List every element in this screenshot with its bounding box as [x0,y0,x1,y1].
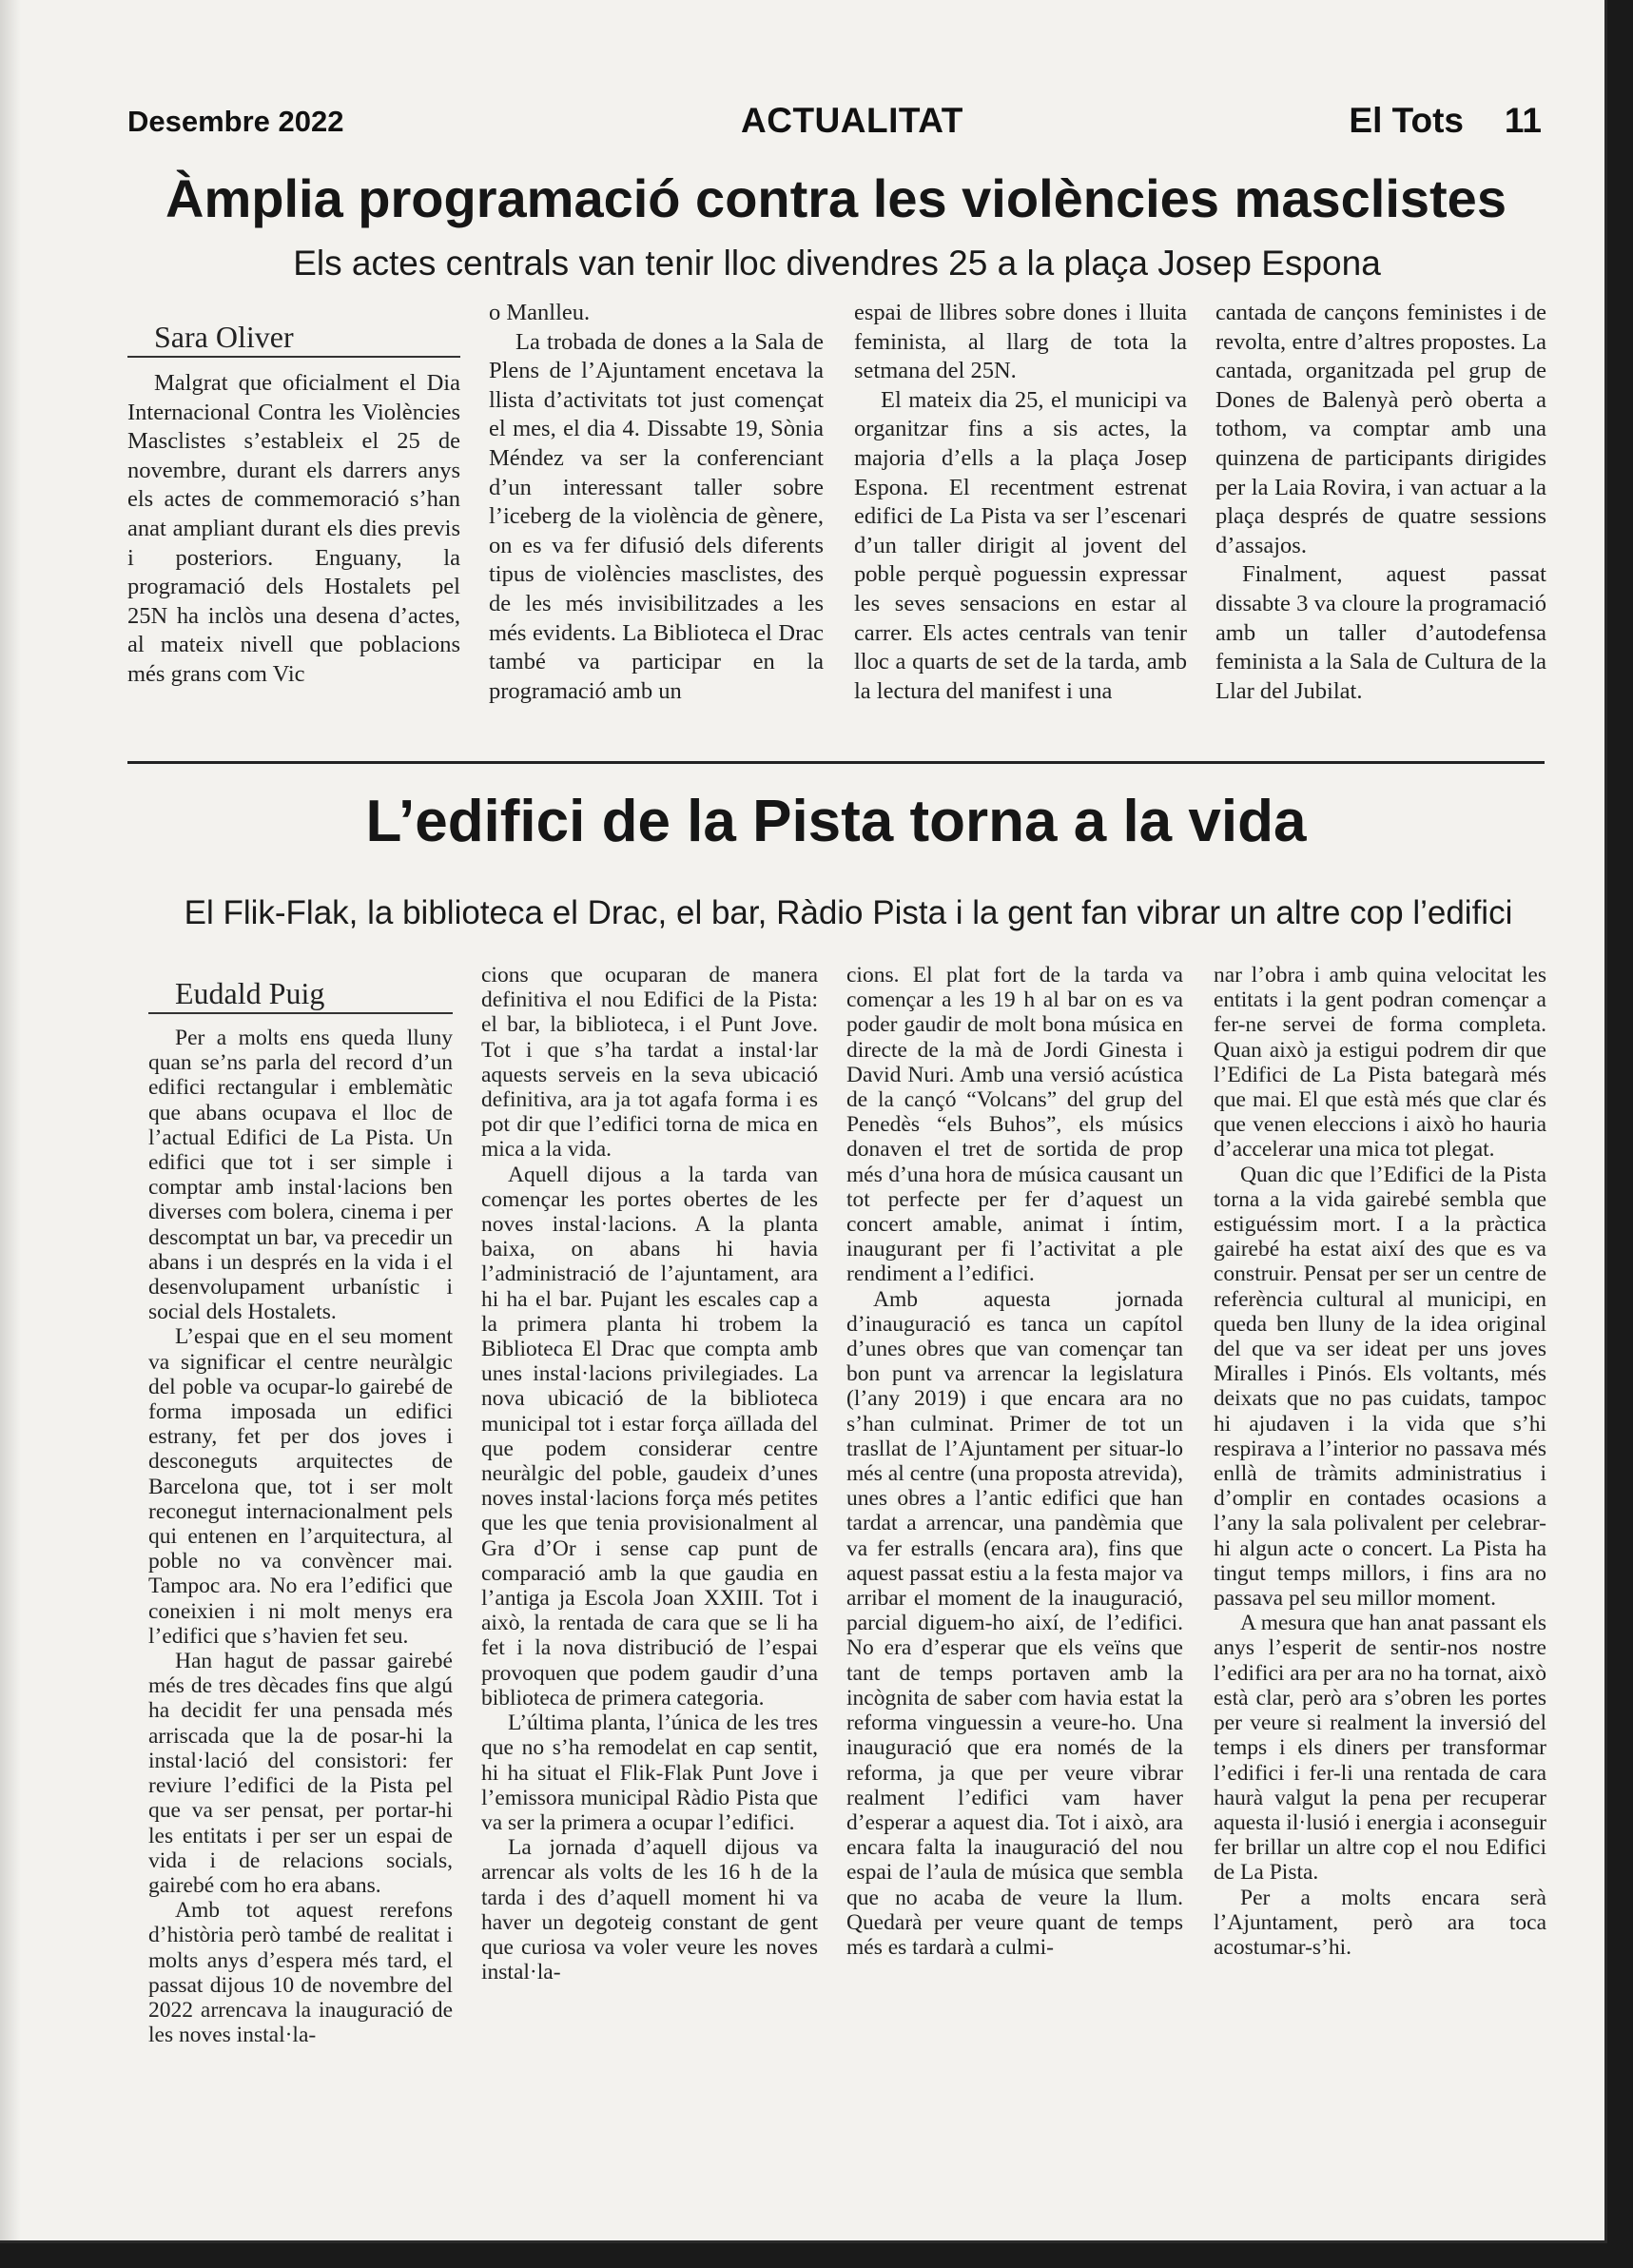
article1-title: Àmplia programació contra les violències masclistes [165,168,1507,228]
article2-column-1 [148,974,453,2047]
article1-column-2 [489,299,824,706]
article2-paragraph: L’última planta, l’única de les tres que no s’ha remodelat en cap sentit, hi ha situat el Flik-Flak Punt Jove i l’emissora municipal Ràdio Pista que va ser la primera a ocupar l’edifici. [481,1711,818,1835]
article2-paragraph: Amb aquesta jornada d’inauguració es tanca un capítol d’unes obres que van començar tan bon punt va arrencar la legislatura (l’any 2019) i que encara ara no s’han culminat. Primer de tot un trasllat de l’Ajuntament per situar-lo més al centre (una proposta atrevida), unes obres a l’antic edifici que han tardat a arrencar, una pandèmia que va fer estralls (encara ara), fins que aquest passat estiu a la festa major va arribar el moment de la inauguració, parcial diguem-ho així, de l’edifici. No era d’esperar que els veïns que tant de temps portaven amb la incògnita de saber com havia estat la reforma vinguessin a veure-ho. Una inauguració que era només de la reforma, ja que per veure vibrar realment l’edifici vam haver d’esperar a aquest dia. Tot i això, ara encara falta la inauguració del nou espai de l’aula de música que sembla que no acaba de veure la llum. Quedarà per veure quant de temps més es tardarà a culmi- [846,1286,1183,1960]
article1-paragraph: cantada de cançons feministes i de revolta, entre d’altres propostes. La cantada, organitzada pel grup de Dones de Balenyà però oberta a tothom, va comptar amb una quinzena de participants dirigides per la Laia Rovira, i van actuar a la plaça després de quatre sessions d’assajos. [1215,300,1546,558]
page-number: 11 [1504,101,1542,140]
article2-paragraph: A mesura que han anat passant els anys l’esperit de sentir-nos nostre l’edifici ara per ara no ha tornat, això està clar, però ara s’obren les portes per veure si realment la inversió del temps i els diners per transformar l’edifici i fer-li una rentada de cara haurà valgut la pena per recuperar aquesta il·lusió i energia i aconseguir fer brillar un altre cop el nou Edifici de La Pista. [1214,1611,1546,1886]
article2-paragraph: Aquell dijous a la tarda van començar les portes obertes de les noves instal·lacions. A la planta baixa, on abans hi havia l’administració de l’ajuntament, ara hi ha el bar. Pujant les escales cap a la primera planta hi trobem la Biblioteca El Drac que compta amb unes instal·lacions privilegiades. La nova ubicació de la biblioteca municipal tot i estar força aïllada del que podem considerar centre neuràlgic del poble, gaudeix d’unes noves instal·lacions força més petites que les que tenia provisionalment al Gra d’Or i sense cap punt de comparació amb la que gaudia en l’antiga ja Escola Joan XXIII. Tot i això, la rentada de cara que se li ha fet i la nova distribució de l’espai provoquen que podem gaudir d’una biblioteca de primera categoria. [481,1162,818,1711]
article2-paragraph: Per a molts encara serà l’Ajuntament, però ara toca acostumar-s’hi. [1214,1885,1546,1960]
article1-subtitle: Els actes centrals van tenir lloc divendres 25 a la plaça Josep Espona [293,244,1381,283]
running-header [127,101,1542,145]
publication-name: El Tots [1349,101,1464,140]
article2-paragraph: L’espai que en el seu moment va significar el centre neuràlgic del poble va ocupar-lo gairebé de forma imposada un edifici estrany, fet per dos joves i desconeguts arquitectes de Barcelona que, tot i ser molt reconegut internacionalment pels qui entenen en l’arquitectura, al poble no va convèncer mai. Tampoc ara. No era l’edifici que coneixien i ni molt menys era l’edifici que s’havien fet seu. [148,1324,453,1649]
article1-paragraph: La trobada de dones a la Sala de Plens de l’Ajuntament encetava la llista d’activitats tot just començat el mes, el dia 4. Dissabte 19, Sònia Méndez va ser la conferenciant d’un interessant taller sobre l’iceberg de la violència de gènere, on es va fer difusió dels diferents tipus de violències masclistes, des de les més invisibilitzades a les més evidents. La Biblioteca el Drac també va participar en la programació amb un [489,328,824,704]
article2-column-2 [481,963,818,1984]
article2-paragraph: Per a molts ens queda lluny quan se’ns parla del record d’un edifici rectangular i emblemàtic que abans ocupava el lloc de l’actual Edifici de La Pista. Un edifici que tot i ser simple i comptar amb instal·lacions ben diverses com bolera, cinema i per descomptat un bar, va precedir un abans i un després en la vida i el desenvolupament urbanístic i social dels Hostalets. [148,1026,453,1325]
article2-byline: Eudald Puig [148,974,453,1014]
article2-column-4 [1214,963,1546,1960]
binding-shadow [0,0,21,2240]
article2-paragraph: nar l’obra i amb quina velocitat les entitats i la gent podran començar a fer-ne servei de forma completa. Quan això ja estigui podrem dir que l’Edifici de La Pista bategarà més que mai. El que està més que clar és que venen eleccions i això ho hauria d’accelerar una mica tot plegat. [1214,963,1546,1163]
section-name: ACTUALITAT [741,101,963,140]
article2-subtitle: El Flik-Flak, la biblioteca el Drac, el bar, Ràdio Pista i la gent fan vibrar un altre cop l’edifici [184,894,1513,931]
article1-paragraph: espai de llibres sobre dones i lluita feminista, al llarg de tota la setmana del 25N. [854,300,1187,384]
article2-paragraph: Quan dic que l’Edifici de la Pista torna a la vida gairebé sembla que estiguéssim mort. I a la pràctica gairebé ha estat així des que es va construir. Pensat per ser un centre de referència cultural al municipi, en queda ben lluny de la idea original del que va ser ideat per uns joves Miralles i Pinós. Els voltants, més deixats que no pas cuidats, tampoc hi ajudaven i la vida que s’hi respirava a l’interior no passava més enllà de tràmits administratius i d’omplir en contades ocasions a l’any la sala polivalent per celebrar-hi algun acte o concert. La Pista ha tingut temps millors, i fins ara no passava pel seu millor moment. [1214,1162,1546,1612]
article2-paragraph: La jornada d’aquell dijous va arrencar als volts de les 16 h de la tarda i des d’aquell moment hi va haver un degoteig constant de gent que curiosa va voler veure les noves instal·la- [481,1835,818,1985]
article2-paragraph: Amb tot aquest rerefons d’història però també de realitat i molts anys d’espera més tard, el passat dijous 10 de novembre del 2022 arrencava la inauguració de les noves instal·la- [148,1898,453,2048]
article1-byline: Sara Oliver [127,318,460,358]
article2-paragraph: Han hagut de passar gairebé més de tres dècades fins que algú ha decidit fer una pensada més arriscada que la de posar-hi la instal·lació del consistori: fer reviure l’edifici de la Pista pel que va ser pensat, per portar-hi les entitats i per ser un espai de vida i de relacions socials, gairebé com ho era abans. [148,1649,453,1898]
article1-column-1 [127,318,460,690]
article1-paragraph: El mateix dia 25, el municipi va organitzar fins a sis actes, la majoria d’ells a la plaça Josep Espona. El recentment estrenat edifici de La Pista va ser l’escenari d’un taller dirigit al jovent del poble perquè poguessin expressar les seves sensacions en estar al carrer. Els actes centrals van tenir lloc a quarts de set de la tarda, amb la lectura del manifest i una [854,386,1187,704]
issue-date: Desembre 2022 [127,105,344,138]
article1-paragraph: o Manlleu. [489,300,591,325]
article2-paragraph: cions que ocuparan de manera definitiva el nou Edifici de la Pista: el bar, la biblioteca, i el Punt Jove. Tot i que s’ha tardat a instal·lar aquests serveis en la seva ubicació definitiva, ara ja tot agafa forma i es pot dir que l’edifici torna de mica en mica a la vida. [481,963,818,1163]
article2-column-3 [846,963,1183,1960]
article2-title: L’edifici de la Pista torna a la vida [365,789,1307,854]
article1-column-4 [1215,299,1546,706]
article-divider [127,761,1545,764]
article2-paragraph: cions. El plat fort de la tarda va començar a les 19 h al bar on es va poder gaudir de molt bona música en directe de la mà de Jordi Ginesta i David Nuri. Amb una versió acústica de la cançó “Volcans” del grup del Penedès “els Buhos”, els músics donaven el tret de sortida de prop més d’una hora de música causant un tot perfecte per fer d’aquest un concert amable, animat i íntim, inaugurant per fi l’activitat a ple rendiment a l’edifici. [846,963,1183,1287]
article1-paragraph: Finalment, aquest passat dissabte 3 va cloure la programació amb un taller d’autodefensa feminista a la Sala de Cultura de la Llar del Jubilat. [1215,561,1546,704]
article1-column-3 [854,299,1187,706]
article1-paragraph: Malgrat que oficialment el Dia Internacional Contra les Violències Masclistes s’estableix el 25 de novembre, durant els darrers anys els actes de commemoració s’han anat ampliant durant els dies previs i posteriors. Enguany, la programació dels Hostalets pel 25N ha inclòs una desena d’actes, al mateix nivell que poblacions més grans com Vic [127,370,460,687]
